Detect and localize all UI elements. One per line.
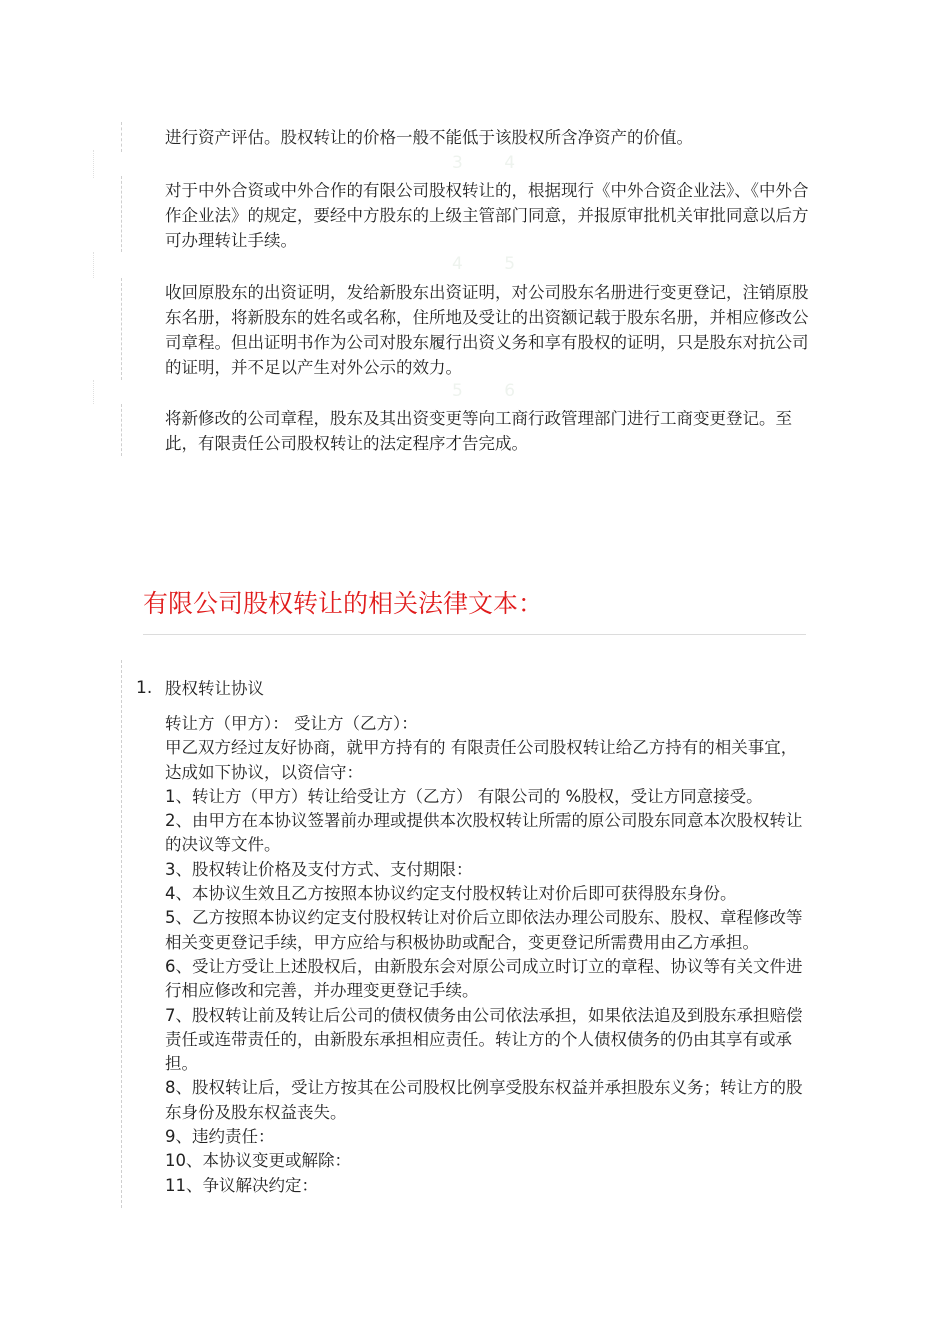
margin-guide-line bbox=[121, 660, 122, 1208]
clause-preamble: 甲乙双方经过友好协商，就甲方持有的 有限责任公司股权转让给乙方持有的相关事宜，达成如下协议，以资信守： bbox=[165, 738, 798, 782]
margin-guide-line bbox=[93, 150, 94, 178]
clause: 8、股权转让后，受让方按其在公司股权比例享受股东权益并承担股东义务；转让方的股东身份及股东权益丧失。 bbox=[165, 1078, 803, 1122]
clause: 11、争议解决约定： bbox=[165, 1175, 318, 1195]
watermark: 4 5 bbox=[452, 254, 534, 274]
paragraph-capital-certificate: 收回原股东的出资证明，发给新股东出资证明，对公司股东名册进行变更登记，注销原股东名册，将新股东的姓名或名称，住所地及受让的出资额记载于股东名册，并相应修改公司章程。但出证明书作为公司对股东履行出资义务和享有股权的证明，只是股东对抗公司的证明，并不足以产生对外公示的效力。 bbox=[165, 283, 809, 377]
clause: 1、转让方（甲方）转让给受让方（乙方） 有限公司的 %股权，受让方同意接受。 bbox=[165, 786, 763, 806]
watermark: 3 4 bbox=[452, 153, 534, 173]
paragraph-registration: 将新修改的公司章程，股东及其出资变更等向工商行政管理部门进行工商变更登记。至此，有限责任公司股权转让的法定程序才告完成。 bbox=[165, 409, 792, 453]
clause: 10、本协议变更或解除： bbox=[165, 1151, 351, 1171]
agreement-clauses bbox=[165, 712, 810, 1198]
paragraph-asset-evaluation: 进行资产评估。股权转让的价格一般不能低于该股权所含净资产的价值。 bbox=[165, 128, 693, 147]
heading-divider bbox=[143, 634, 806, 635]
paragraph-joint-venture-approval: 对于中外合资或中外合作的有限公司股权转让的，根据现行《中外合资企业法》、《中外合作企业法》的规定，要经中方股东的上级主管部门同意，并报原审批机关审批同意以后方可办理转让手续。 bbox=[165, 181, 809, 250]
margin-guide-line bbox=[121, 404, 122, 456]
margin-guide-line bbox=[121, 122, 122, 152]
clause: 2、由甲方在本协议签署前办理或提供本次股权转让所需的原公司股东同意本次股权转让的决议等文件。 bbox=[165, 811, 803, 855]
watermark: 5 6 bbox=[452, 381, 534, 401]
clause: 9、违约责任： bbox=[165, 1127, 275, 1147]
margin-guide-line bbox=[93, 380, 94, 404]
margin-guide-line bbox=[121, 176, 122, 252]
section-heading: 有限公司股权转让的相关法律文本： bbox=[143, 589, 544, 618]
clause: 5、乙方按照本协议约定支付股权转让对价后立即依法办理公司股东、股权、章程修改等相关变更登记手续，甲方应给与积极协助或配合，变更登记所需费用由乙方承担。 bbox=[165, 908, 803, 952]
clause-parties: 转让方（甲方）： 受让方（乙方）： bbox=[165, 714, 418, 733]
margin-guide-line bbox=[121, 278, 122, 380]
clause: 3、股权转让价格及支付方式、支付期限： bbox=[165, 859, 473, 879]
clause: 4、本协议生效且乙方按照本协议约定支付股权转让对价后即可获得股东身份。 bbox=[165, 884, 737, 904]
clause: 7、股权转让前及转让后公司的债权债务由公司依法承担，如果依法追及到股东承担赔偿责任或连带责任的，由新股东承担相应责任。转让方的个人债权债务的仍由其享有或承担。 bbox=[165, 1005, 803, 1074]
margin-guide-line bbox=[93, 252, 94, 278]
clause: 6、受让方受让上述股权后，由新股东会对原公司成立时订立的章程、协议等有关文件进行相应修改和完善，并办理变更登记手续。 bbox=[165, 956, 803, 1001]
list-item-title: 股权转让协议 bbox=[165, 679, 264, 698]
list-item-number: 1. bbox=[136, 678, 153, 698]
